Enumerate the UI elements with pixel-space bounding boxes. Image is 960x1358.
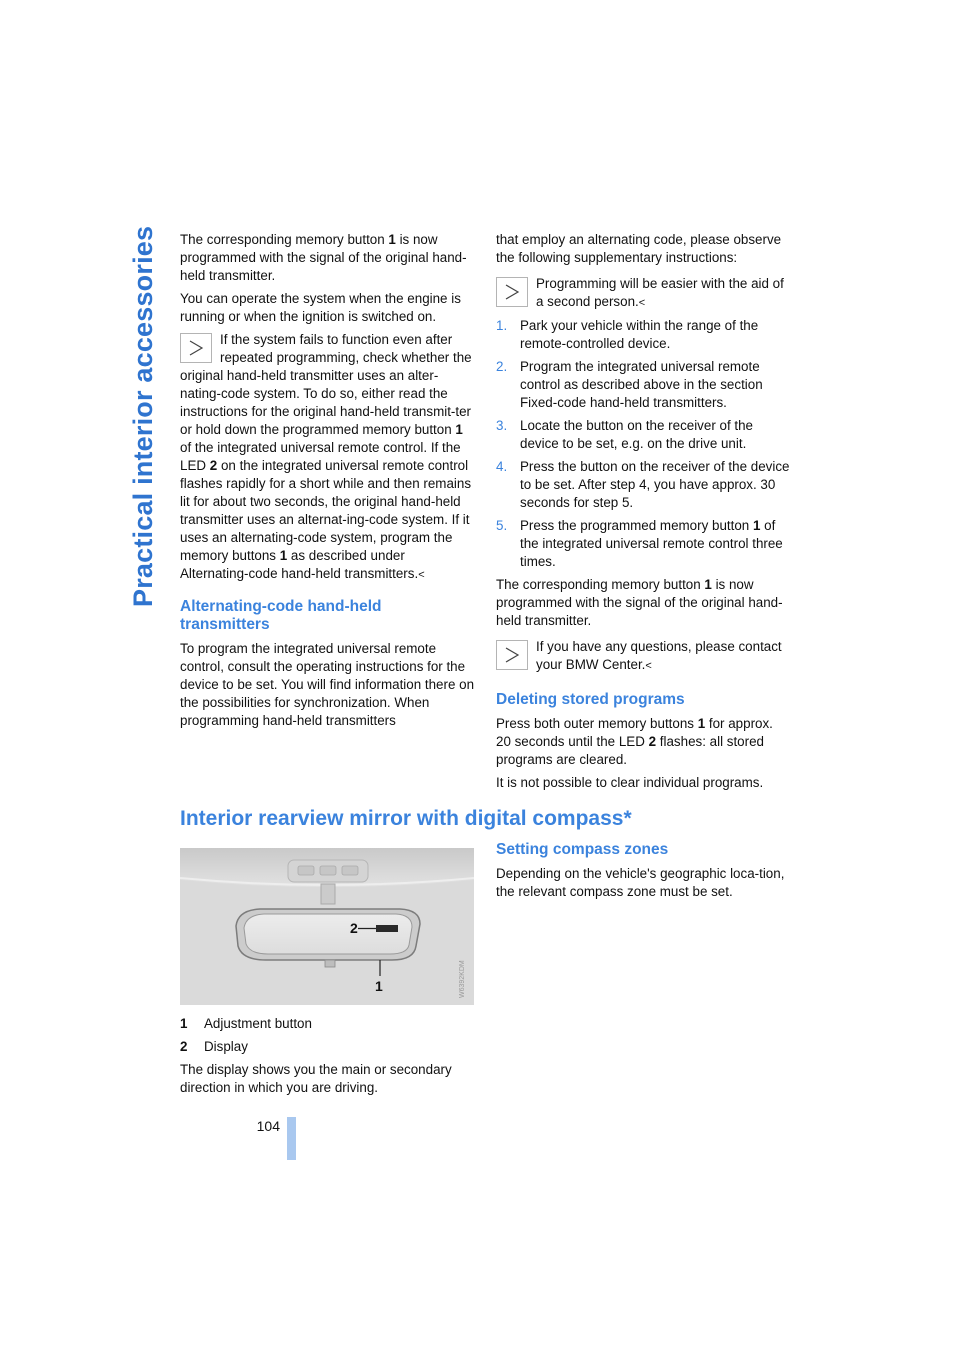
text: of the integrated universal remote control. If the LED: [180, 440, 461, 473]
list-item: [496, 358, 791, 412]
text: Programming will be easier with the aid of a second person.: [536, 276, 784, 309]
text: If you have any questions, please contact your BMW Center.: [536, 639, 782, 672]
note-block: [180, 331, 475, 584]
paragraph: [496, 576, 791, 630]
mirror-drawing: [180, 848, 474, 1005]
note-text: [180, 331, 475, 584]
end-marker: <: [645, 660, 652, 672]
section-heading: Interior rearview mirror with digital compass*: [180, 807, 632, 830]
step-number: 5.: [496, 518, 508, 533]
note-text: [496, 635, 791, 675]
paragraph: [496, 715, 791, 769]
step-text: Locate the button on the receiver of the device to be set, e.g. on the drive unit.: [520, 418, 754, 451]
end-marker: <: [638, 297, 646, 309]
page-number: 104: [256, 1118, 280, 1134]
paragraph: It is not possible to clear individual programs.: [496, 775, 764, 790]
text: as described under Alternating-code hand-held transmitters.: [180, 548, 419, 581]
end-marker: <: [418, 569, 425, 581]
step-text: Press the programmed memory button: [520, 518, 753, 533]
callout-number: 1: [752, 518, 761, 533]
note-arrow-icon: [496, 277, 528, 307]
text: The corresponding memory button: [496, 577, 705, 592]
step-number: 4.: [496, 459, 508, 474]
step-text: Press the button on the receiver of the device to be set. After step 4, you have approx. 30 seconds for step 5.: [520, 459, 790, 510]
text: If the system fails to function even after repeated programming, check whether the original hand-held transmitter uses an alter-nating-code system. To do so, either read the instructions for the original hand-held transmit-ter or hold down the programmed memory button: [180, 332, 472, 437]
text: flashes: all stored programs are cleared.: [496, 734, 764, 767]
legend-number: 2: [180, 1039, 188, 1054]
paragraph: You can operate the system when the engine is running or when the ignition is switched on.: [180, 291, 461, 324]
legend-text: Display: [204, 1039, 248, 1054]
list-item: [496, 458, 791, 512]
text: is now programmed with the signal of the original hand-held transmitter.: [180, 232, 467, 283]
callout-1-label: 1: [375, 978, 383, 994]
callout-2-label: 2: [350, 920, 358, 936]
right-column: [496, 231, 791, 797]
callout-number: 1: [704, 577, 712, 592]
step-number: 2.: [496, 359, 508, 374]
text: Press both outer memory buttons: [496, 716, 698, 731]
paragraph: that employ an alternating code, please observe the following supplementary instructions:: [496, 232, 782, 265]
callout-number: 2: [209, 458, 218, 473]
step-text: of the integrated universal remote control three times.: [520, 518, 783, 569]
note-arrow-icon: [180, 333, 212, 363]
subheading: Alternating-code hand-held transmitters: [180, 598, 382, 633]
list-item: [496, 517, 791, 571]
mirror-illustration: [180, 848, 474, 1005]
callout-number: 1: [697, 716, 706, 731]
legend-item: [180, 1038, 475, 1056]
compass-zones: [496, 841, 791, 906]
step-number: 3.: [496, 418, 508, 433]
step-number: 1.: [496, 318, 508, 333]
list-item: [496, 417, 791, 453]
legend-number: 1: [180, 1016, 188, 1031]
note-text: [496, 272, 791, 312]
paragraph: Depending on the vehicle's geographic loca-tion, the relevant compass zone must be set.: [496, 866, 785, 899]
figure-legend: [180, 1015, 475, 1102]
note-arrow-icon: [496, 640, 528, 670]
callout-number: 1: [455, 422, 463, 437]
text: for approx. 20 seconds until the LED: [496, 716, 773, 749]
paragraph: [180, 231, 475, 285]
left-column: [180, 231, 475, 735]
text: is now programmed with the signal of the original hand-held transmitter.: [496, 577, 783, 628]
callout-number: 2: [648, 734, 657, 749]
callout-number: 1: [388, 232, 396, 247]
paragraph: The display shows you the main or secondary direction in which you are driving.: [180, 1062, 452, 1095]
callout-number: 1: [279, 548, 288, 563]
text: on the integrated universal remote control flashes rapidly for a short while and then remains lit for about two seconds, the original hand-held transmitter uses an alternat-ing-code system. If it uses an alternating-code system, program the memory buttons: [180, 458, 472, 563]
note-block: [496, 272, 791, 312]
list-item: [496, 317, 791, 353]
legend-item: [180, 1015, 475, 1033]
legend-text: Adjustment button: [204, 1016, 312, 1031]
figure-code: W6392KDM: [459, 960, 466, 998]
step-text: Program the integrated universal remote control as described above in the section Fixed-code hand-held transmitters.: [520, 359, 763, 410]
section-title-vertical: Practical interior accessories: [128, 226, 158, 608]
subheading: Setting compass zones: [496, 841, 669, 858]
step-text: Park your vehicle within the range of the remote-controlled device.: [520, 318, 759, 351]
steps-list: [496, 317, 791, 571]
subheading: Deleting stored programs: [496, 691, 685, 708]
page-marker-bar: [287, 1117, 296, 1160]
text: The corresponding memory button: [180, 232, 389, 247]
paragraph: To program the integrated universal remote control, consult the operating instructions for the device to be set. You will find information there on the possibilities for synchronization. When programming hand-held transmitters: [180, 641, 475, 728]
note-block: [496, 635, 791, 675]
